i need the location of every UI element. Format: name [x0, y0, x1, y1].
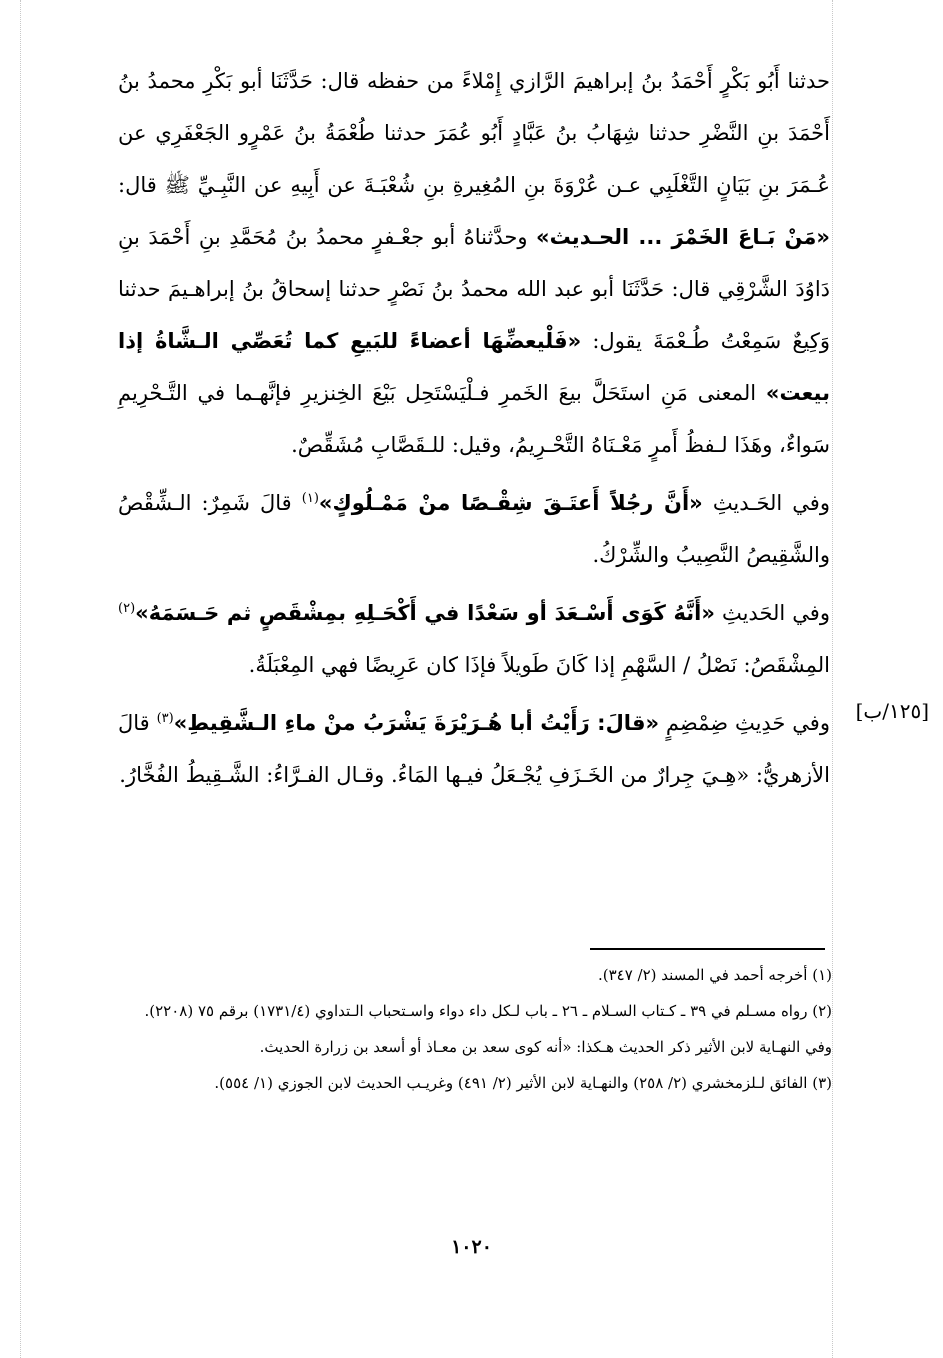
- scan-guide-line: [832, 0, 833, 1358]
- paragraph-2: [118, 477, 830, 581]
- footnote-2-note: وفي النهـاية لابن الأثير ذكر الحديث هـكذا: «أنه كوى سعد بن معـاذ أو أسعد بن زرارة الحديث.: [259, 1038, 832, 1056]
- paragraph-1-mid: وحدَّثناهُ أبو جعْـفرٍ محمدُ بنُ مُحَمَّدِ بنِ أَحْمَدَ بنِ دَاوُدَ الشَّرْقِي قال: حَدَّثَنَا أبو عبد الله محمدُ بنُ نَصْرٍ حدثنا إسحاقُ بنُ إبراهـيمَ حدثنا وَكِيعٌ سَمِعْتُ طُـعْمَةَ يقول:: [118, 225, 830, 353]
- paragraph-3-lead: وفي الحَديثِ: [721, 601, 830, 625]
- footnote-divider: [590, 948, 825, 950]
- footnote-3: (٣) الفائق لـلزمخشري (٢/ ٢٥٨) والنهـاية لابن الأثير (٢/ ٤٩١) وغريـب الحديث لابن الجوزي (١/ ٥٥٤).: [214, 1074, 832, 1092]
- paragraph-3: [118, 587, 830, 691]
- footnotes: [128, 960, 832, 1104]
- footnote-1: (١) أخرجه أحمد في المسند (٢/ ٣٤٧).: [597, 966, 832, 984]
- page-number: ١٠٢٠: [451, 1236, 492, 1258]
- hadith-quote-5: «قالَ: رَأَيْتُ أبا هُـرَيْرَةَ يَشْرَبُ منْ ماءِ الـشَّقِيطِ»: [173, 711, 660, 735]
- manuscript-folio-marker: [١٢٥/ب]: [855, 699, 929, 723]
- paragraph-2-lead: وفي الحَـديثِ: [712, 491, 830, 515]
- paragraph-1-tail: المعنى مَنِ استَحَلَّ بيعَ الخَمرِ فـلْيَسْتَحِل بَيْعَ الخِنزيرِ فإنَّهـما في التَّـحْرِيمِ سَواءٌ، وهَذَا لـفظُ أَمرٍ مَعْـنَاهُ التَّحْـرِيمُ، وقيل: للـقَصَّابِ مُشَقِّصٌ.: [118, 381, 830, 457]
- hadith-quote-4: «أَنَّهُ كَوَى أَسْـعَدَ أو سَعْدًا في أَكْحَـلِهِ بمِشْقَصٍ ثم حَـسَمَهُ»: [135, 601, 715, 625]
- paragraph-1: [118, 55, 830, 471]
- hadith-quote-2: «فَلْيعضِّهَا أعضاءً للبَيعِ كما تُعَصِّي الـشَّاةُ إذا بيعت»: [118, 329, 830, 405]
- footnote-2: (٢) رواه مسـلم في ٣٩ ـ كـتاب السـلام ـ ٢٦ ـ باب لـكل داء دواء واسـتحباب الـتداوي (١٧٣١/٤) برقم ٧٥ (٢٢٠٨).: [144, 1002, 832, 1020]
- main-text: [118, 55, 830, 801]
- footnote-ref-2[interactable]: (٢): [118, 601, 136, 616]
- hadith-quote-3: «أَنَّ رجُلاً أَعتَـقَ شِقْـصًا منْ مَمْـلُوكٍ»: [318, 491, 703, 515]
- footnote-ref-1[interactable]: (١): [301, 491, 319, 506]
- paragraph-4: [118, 697, 830, 801]
- hadith-quote-1: «مَنْ بَـاعَ الخَمْرَ ... الحـديث»: [536, 225, 830, 249]
- footnote-ref-3[interactable]: (٣): [156, 711, 174, 726]
- paragraph-2-tail: قالَ شَمِرٌ: الـشِّقْصُ والشَّقِيصُ النَّصِيبُ والشِّرْكُ.: [118, 491, 830, 567]
- paragraph-4-tail: قالَ الأزهريُّ: «هِـيَ جِرارٌ من الخَـزَفِ يُجْـعَلُ فيـها المَاءُ. وقـال الفـرَّاءُ: الشَّـقِيطُ الفُخَّارُ.: [118, 711, 830, 787]
- scan-guide-line: [20, 0, 21, 1358]
- paragraph-4-lead: وفي حَدِيثِ ضِمْضِمٍ: [665, 711, 830, 735]
- paragraph-3-tail: المِشْقَصُ: نَصْلُ / السَّهْمِ إذا كَانَ طَويلاً فإذَا كان عَرِيضًا فهي المِعْبَلَةُ.: [248, 653, 830, 677]
- paragraph-1-intro: حدثنا أَبُو بَكْرٍ أَحْمَدُ بنُ إبراهيمَ الرَّازي إِمْلاءً من حفظه قال: حَدَّثَنَا أبو بَكْرِ محمدُ بنُ أَحْمَدَ بنِ النَّضْرِ حدثنا شِهَابُ بنُ عَبَّادٍ أَبُو عُمَرَ حدثنا طُعْمَةُ بنُ عَمْرٍو الجَعْفَرِي عن عُـمَرَ بنِ بَيَانٍ التَّغْلَبِي عـن عُرْوَةَ بنِ المُغِيرةِ بنِ شُعْبَـةَ عن أَبِيهِ عن النَّبِـيِّ ﷺ قال:: [118, 69, 830, 197]
